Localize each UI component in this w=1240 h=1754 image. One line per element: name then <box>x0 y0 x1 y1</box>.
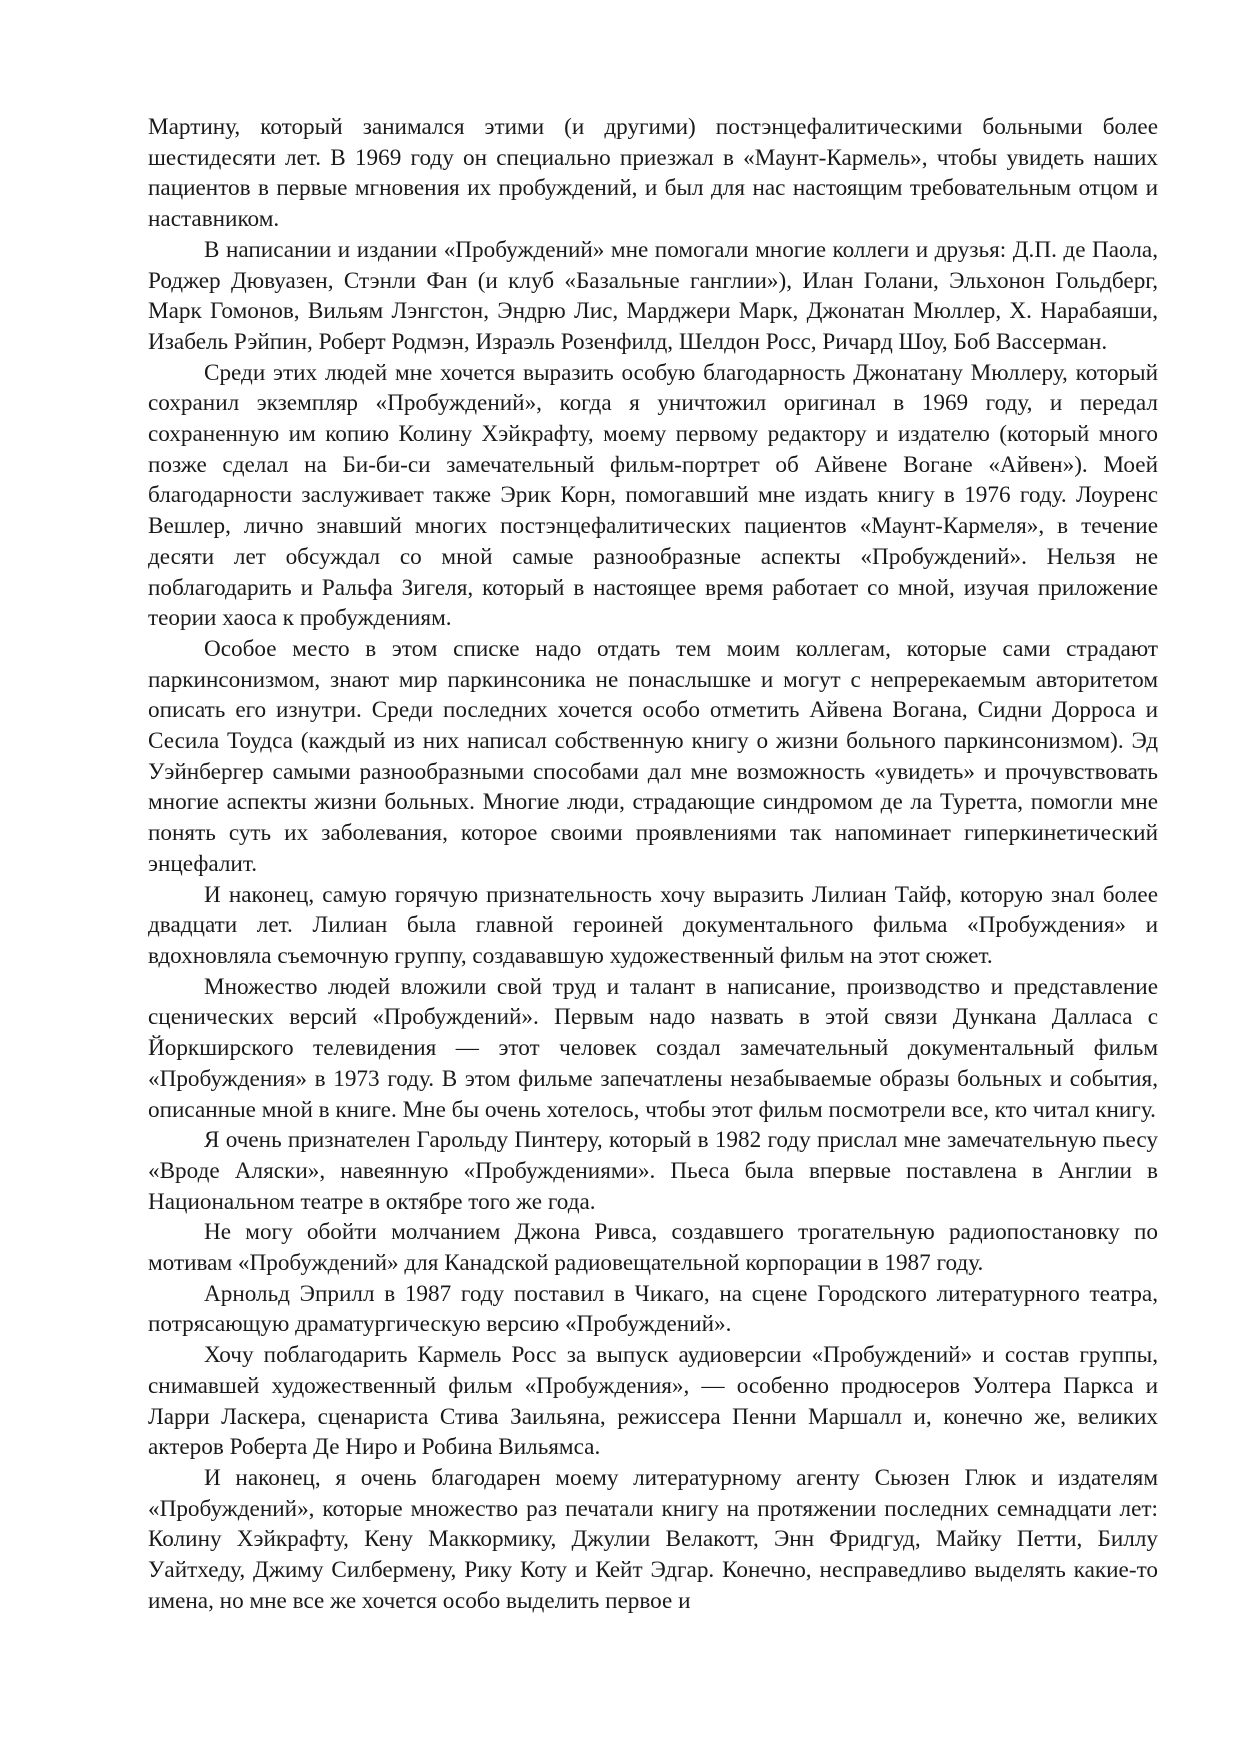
paragraph: И наконец, самую горячую признательность хочу выразить Лилиан Тайф, которую знал более двадцати лет. Лилиан была главной героиней документального фильма «Пробуждения» и вдохновляла съемочную группу, создававшую художественный фильм на этот сюжет. <box>148 881 1158 969</box>
paragraph: Хочу поблагодарить Кармель Росс за выпуск аудиоверсии «Пробуждений» и состав группы, снимавшей художественный фильм «Пробуждения», — особенно продюсеров Уолтера Паркса и Ларри Ласкера, сценариста Стива Заильяна, режиссера Пенни Маршалл и, конечно же, великих актеров Роберта Де Ниро и Робина Вильямса. <box>148 1342 1158 1461</box>
paragraph: Арнольд Эприлл в 1987 году поставил в Чикаго, на сцене Городского литературного театра, потрясающую драматургическую версию «Пробуждений». <box>148 1280 1158 1338</box>
paragraph: Не могу обойти молчанием Джона Ривса, создавшего трогательную радиопостановку по мотивам «Пробуждений» для Канадской радиовещательной корпорации в 1987 году. <box>148 1219 1158 1277</box>
paragraph-continuation: Мартину, который занимался этими (и другими) постэнцефалитическими больными более шестидесяти лет. В 1969 году он специально приезжал в «Маунт-Кармель», чтобы увидеть наших пациентов в первые мгновения их пробуждений, и был для нас настоящим требовательным отцом и наставником. <box>148 114 1158 233</box>
paragraph: Множество людей вложили свой труд и талант в написание, производство и представление сценических версий «Пробуждений». Первым надо назвать в этой связи Дункана Далласа с Йоркширского телевидения — этот человек создал замечательный документальный фильм «Пробуждения» в 1973 году. В этом фильме запечатлены незабываемые образы больных и события, описанные мной в книге. Мне бы очень хотелось, чтобы этот фильм посмотрели все, кто читал книгу. <box>148 973 1158 1123</box>
paragraph: И наконец, я очень благодарен моему литературному агенту Сьюзен Глюк и издателям «Пробуждений», которые множество раз печатали книгу на протяжении последних семнадцати лет: Колину Хэйкрафту, Кену Маккормику, Джулии Велакотт, Энн Фридгуд, Майку Петти, Биллу Уайтхеду, Джиму Силбермену, Рику Коту и Кейт Эдгар. Конечно, несправедливо выделять какие-то имена, но мне все же хочется особо выделить первое и <box>148 1464 1158 1614</box>
paragraph: В написании и издании «Пробуждений» мне помогали многие коллеги и друзья: Д.П. де Паола, Роджер Дювуазен, Стэнли Фан (и клуб «Базальные ганглии»), Илан Голани, Эльхонон Гольдберг, Марк Гомонов, Вильям Лэнгстон, Эндрю Лис, Марджери Марк, Джонатан Мюллер, Х. Нарабаяши, Изабель Рэйпин, Роберт Родмэн, Израэль Розенфилд, Шелдон Росс, Ричард Шоу, Боб Вассерман. <box>148 236 1158 355</box>
paragraph: Я очень признателен Гарольду Пинтеру, который в 1982 году прислал мне замечательную пьесу «Вроде Аляски», навеянную «Пробуждениями». Пьеса была впервые поставлена в Англии в Национальном театре в октябре того же года. <box>148 1127 1158 1215</box>
paragraph: Среди этих людей мне хочется выразить особую благодарность Джонатану Мюллеру, который сохранил экземпляр «Пробуждений», когда я уничтожил оригинал в 1969 году, и передал сохраненную им копию Колину Хэйкрафту, моему первому редактору и издателю (который много позже сделал на Би-би-си замечательный фильм-портрет об Айвене Вогане «Айвен»). Моей благодарности заслуживает также Эрик Корн, помогавший мне издать книгу в 1976 году. Лоуренс Вешлер, лично знавший многих постэнцефалитических пациентов «Маунт-Кармеля», в течение десяти лет обсуждал со мной самые разнообразные аспекты «Пробуждений». Нельзя не поблагодарить и Ральфа Зигеля, который в настоящее время работает со мной, изучая приложение теории хаоса к пробуждениям. <box>148 359 1158 632</box>
document-body <box>148 112 1158 1616</box>
paragraph: Особое место в этом списке надо отдать тем моим коллегам, которые сами страдают паркинсонизмом, знают мир паркинсоника не понаслышке и могут с непререкаемым авторитетом описать его изнутри. Среди последних хочется особо отметить Айвена Вогана, Сидни Дорроса и Сесила Тоудса (каждый из них написал собственную книгу о жизни больного паркинсонизмом). Эд Уэйнбергер самыми разнообразными способами дал мне возможность «увидеть» и прочувствовать многие аспекты жизни больных. Многие люди, страдающие синдромом де ла Туретта, помогли мне понять суть их заболевания, которое своими проявлениями так напоминает гиперкинетический энцефалит. <box>148 635 1158 877</box>
